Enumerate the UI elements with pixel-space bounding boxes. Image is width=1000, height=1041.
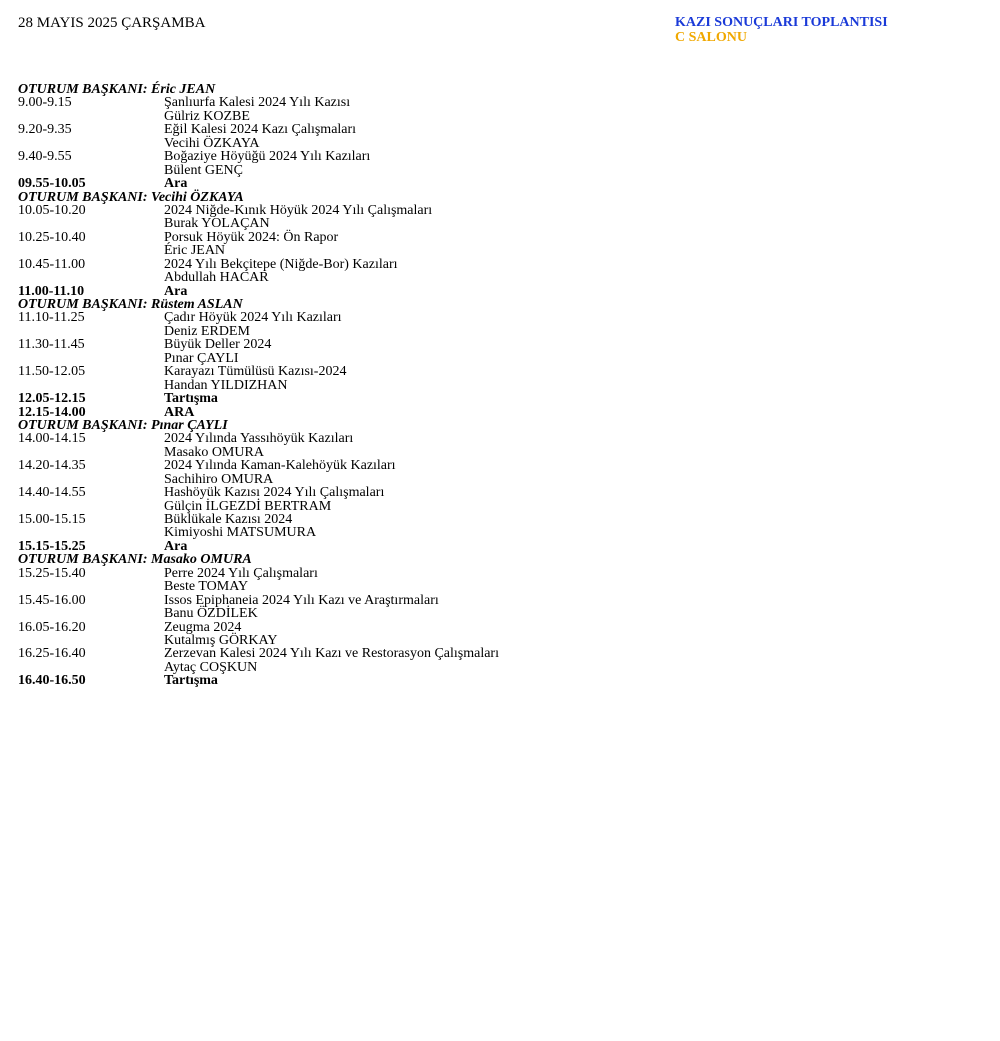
- talk-time: 9.40-9.55: [18, 149, 72, 165]
- talk-row: [18, 621, 778, 634]
- talk-row: [18, 338, 778, 351]
- spacer: [18, 500, 164, 513]
- talk-row: [18, 365, 778, 378]
- talk-speaker: Deniz ERDEM: [164, 323, 250, 339]
- talk-speaker-row: [18, 526, 778, 539]
- talk-row: [18, 96, 778, 109]
- session-chair-heading: OTURUM BAŞKANI: Éric JEAN: [18, 82, 216, 97]
- talk-title: 2024 Yılı Bekçitepe (Niğde-Bor) Kazıları: [164, 256, 398, 272]
- spacer: [18, 379, 164, 392]
- talk-title: Eğil Kalesi 2024 Kazı Çalışmaları: [164, 122, 357, 138]
- talk-title: Boğaziye Höyüğü 2024 Yılı Kazıları: [164, 149, 371, 165]
- talk-title: Karayazı Tümülüsü Kazısı-2024: [164, 364, 347, 380]
- talk-title: 2024 Niğde-Kınık Höyük 2024 Yılı Çalışmaları: [164, 202, 433, 218]
- talk-title: Hashöyük Kazısı 2024 Yılı Çalışmaları: [164, 485, 385, 501]
- break-label: Ara: [164, 176, 188, 192]
- talk-row: [18, 647, 778, 660]
- talk-speaker: Handan YILDIZHAN: [164, 377, 288, 393]
- break-time: 16.40-16.50: [18, 673, 86, 689]
- talk-title: Perre 2024 Yılı Çalışmaları: [164, 565, 318, 581]
- talk-speaker-row: [18, 244, 778, 257]
- talk-speaker-row: [18, 110, 778, 123]
- talk-speaker: Aytaç COŞKUN: [164, 659, 258, 675]
- talk-time: 16.25-16.40: [18, 646, 86, 662]
- break-label: Tartışma: [164, 673, 218, 689]
- talk-speaker: Burak YOLAÇAN: [164, 216, 270, 232]
- break-row: [18, 285, 778, 298]
- spacer: [18, 164, 164, 177]
- spacer: [18, 661, 164, 674]
- talk-row: [18, 123, 778, 136]
- talk-title: 2024 Yılında Kaman-Kalehöyük Kazıları: [164, 458, 396, 474]
- talk-speaker: Sachihiro OMURA: [164, 471, 274, 487]
- break-time: 15.15-15.25: [18, 538, 86, 554]
- talk-speaker: Gülriz KOZBE: [164, 108, 250, 124]
- break-label: Ara: [164, 538, 188, 554]
- spacer: [18, 244, 164, 257]
- talk-speaker-row: [18, 164, 778, 177]
- talk-title: Issos Epiphaneia 2024 Yılı Kazı ve Araştırmaları: [164, 592, 439, 608]
- talk-speaker: Vecihi ÖZKAYA: [164, 135, 260, 151]
- talk-speaker-row: [18, 607, 778, 620]
- talk-speaker-row: [18, 217, 778, 230]
- break-row: [18, 674, 778, 687]
- spacer: [18, 325, 164, 338]
- talk-time: 14.00-14.15: [18, 431, 86, 447]
- talk-speaker: Abdullah HACAR: [164, 270, 269, 286]
- talk-speaker-row: [18, 661, 778, 674]
- break-row: [18, 392, 778, 405]
- talk-row: [18, 432, 778, 445]
- meeting-title: KAZI SONUÇLARI TOPLANTISI: [675, 15, 888, 30]
- spacer: [18, 271, 164, 284]
- talk-speaker-row: [18, 580, 778, 593]
- break-row: [18, 406, 778, 419]
- talk-speaker-row: [18, 500, 778, 513]
- talk-speaker-row: [18, 137, 778, 150]
- talk-title: Zerzevan Kalesi 2024 Yılı Kazı ve Restorasyon Çalışmaları: [164, 646, 499, 662]
- talk-time: 16.05-16.20: [18, 619, 86, 635]
- talk-speaker: Kutalmış GÖRKAY: [164, 632, 278, 648]
- talk-speaker-row: [18, 379, 778, 392]
- talk-title: Büyük Deller 2024: [164, 337, 272, 353]
- talk-row: [18, 204, 778, 217]
- talk-time: 11.10-11.25: [18, 310, 85, 326]
- talk-row: [18, 150, 778, 163]
- talk-time: 11.30-11.45: [18, 337, 85, 353]
- break-time: 09.55-10.05: [18, 176, 86, 192]
- talk-speaker-row: [18, 352, 778, 365]
- talk-time: 15.25-15.40: [18, 565, 86, 581]
- break-time: 12.05-12.15: [18, 391, 86, 407]
- talk-speaker-row: [18, 325, 778, 338]
- talk-speaker-row: [18, 446, 778, 459]
- talk-speaker: Pınar ÇAYLI: [164, 350, 239, 366]
- talk-time: 10.45-11.00: [18, 256, 86, 272]
- talk-title: Şanlıurfa Kalesi 2024 Yılı Kazısı: [164, 95, 351, 111]
- spacer: [18, 110, 164, 123]
- talk-time: 15.45-16.00: [18, 592, 86, 608]
- session-chair-heading: OTURUM BAŞKANI: Pınar ÇAYLI: [18, 417, 228, 433]
- session-chair-heading: OTURUM BAŞKANI: Vecihi ÖZKAYA: [18, 189, 244, 205]
- talk-title: 2024 Yılında Yassıhöyük Kazıları: [164, 431, 354, 447]
- break-row: [18, 177, 778, 190]
- talk-speaker: Kimiyoshi MATSUMURA: [164, 525, 317, 541]
- talk-title: Büklükale Kazısı 2024: [164, 512, 293, 527]
- talk-speaker-row: [18, 271, 778, 284]
- break-label: Tartışma: [164, 391, 218, 407]
- talk-speaker-row: [18, 473, 778, 486]
- talk-time: 9.20-9.35: [18, 122, 72, 138]
- break-row: [18, 540, 778, 553]
- talk-time: 14.20-14.35: [18, 458, 86, 474]
- talk-speaker: Éric JEAN: [164, 243, 226, 259]
- talk-speaker: Masako OMURA: [164, 444, 264, 460]
- hall-name: C SALONU: [675, 30, 747, 45]
- break-label: ARA: [164, 404, 195, 420]
- talk-row: [18, 231, 778, 244]
- talk-time: 9.00-9.15: [18, 95, 72, 111]
- talk-time: 10.25-10.40: [18, 229, 86, 245]
- talk-row: [18, 459, 778, 472]
- talk-row: [18, 258, 778, 271]
- spacer: [18, 137, 164, 150]
- talk-row: [18, 486, 778, 499]
- break-time: 11.00-11.10: [18, 283, 85, 299]
- break-time: 12.15-14.00: [18, 404, 86, 420]
- talk-title: Porsuk Höyük 2024: Ön Rapor: [164, 229, 339, 245]
- talk-time: 15.00-15.15: [18, 512, 86, 527]
- spacer: [18, 607, 164, 620]
- spacer: [18, 473, 164, 486]
- talk-title: Zeugma 2024: [164, 619, 242, 635]
- talk-row: [18, 594, 778, 607]
- break-label: Ara: [164, 283, 188, 299]
- session-chair-heading: OTURUM BAŞKANI: Rüstem ASLAN: [18, 297, 243, 312]
- spacer: [18, 446, 164, 459]
- spacer: [18, 634, 164, 647]
- talk-row: [18, 513, 778, 526]
- talk-title: Çadır Höyük 2024 Yılı Kazıları: [164, 310, 342, 326]
- spacer: [18, 217, 164, 230]
- talk-speaker-row: [18, 634, 778, 647]
- talk-speaker: Gülçin İLGEZDİ BERTRAM: [164, 498, 332, 514]
- talk-time: 11.50-12.05: [18, 364, 86, 380]
- talk-time: 10.05-10.20: [18, 202, 86, 218]
- schedule-date: 28 MAYIS 2025 ÇARŞAMBA: [18, 15, 206, 31]
- talk-speaker: Banu ÖZDİLEK: [164, 606, 258, 622]
- session-chair-heading: OTURUM BAŞKANI: Masako OMURA: [18, 552, 252, 568]
- talk-time: 14.40-14.55: [18, 485, 86, 501]
- talk-row: [18, 311, 778, 324]
- spacer: [18, 352, 164, 365]
- talk-speaker: Bülent GENÇ: [164, 162, 243, 178]
- session-schedule: [18, 83, 778, 688]
- talk-speaker: Beste TOMAY: [164, 579, 249, 595]
- spacer: [18, 526, 164, 539]
- talk-row: [18, 567, 778, 580]
- spacer: [18, 580, 164, 593]
